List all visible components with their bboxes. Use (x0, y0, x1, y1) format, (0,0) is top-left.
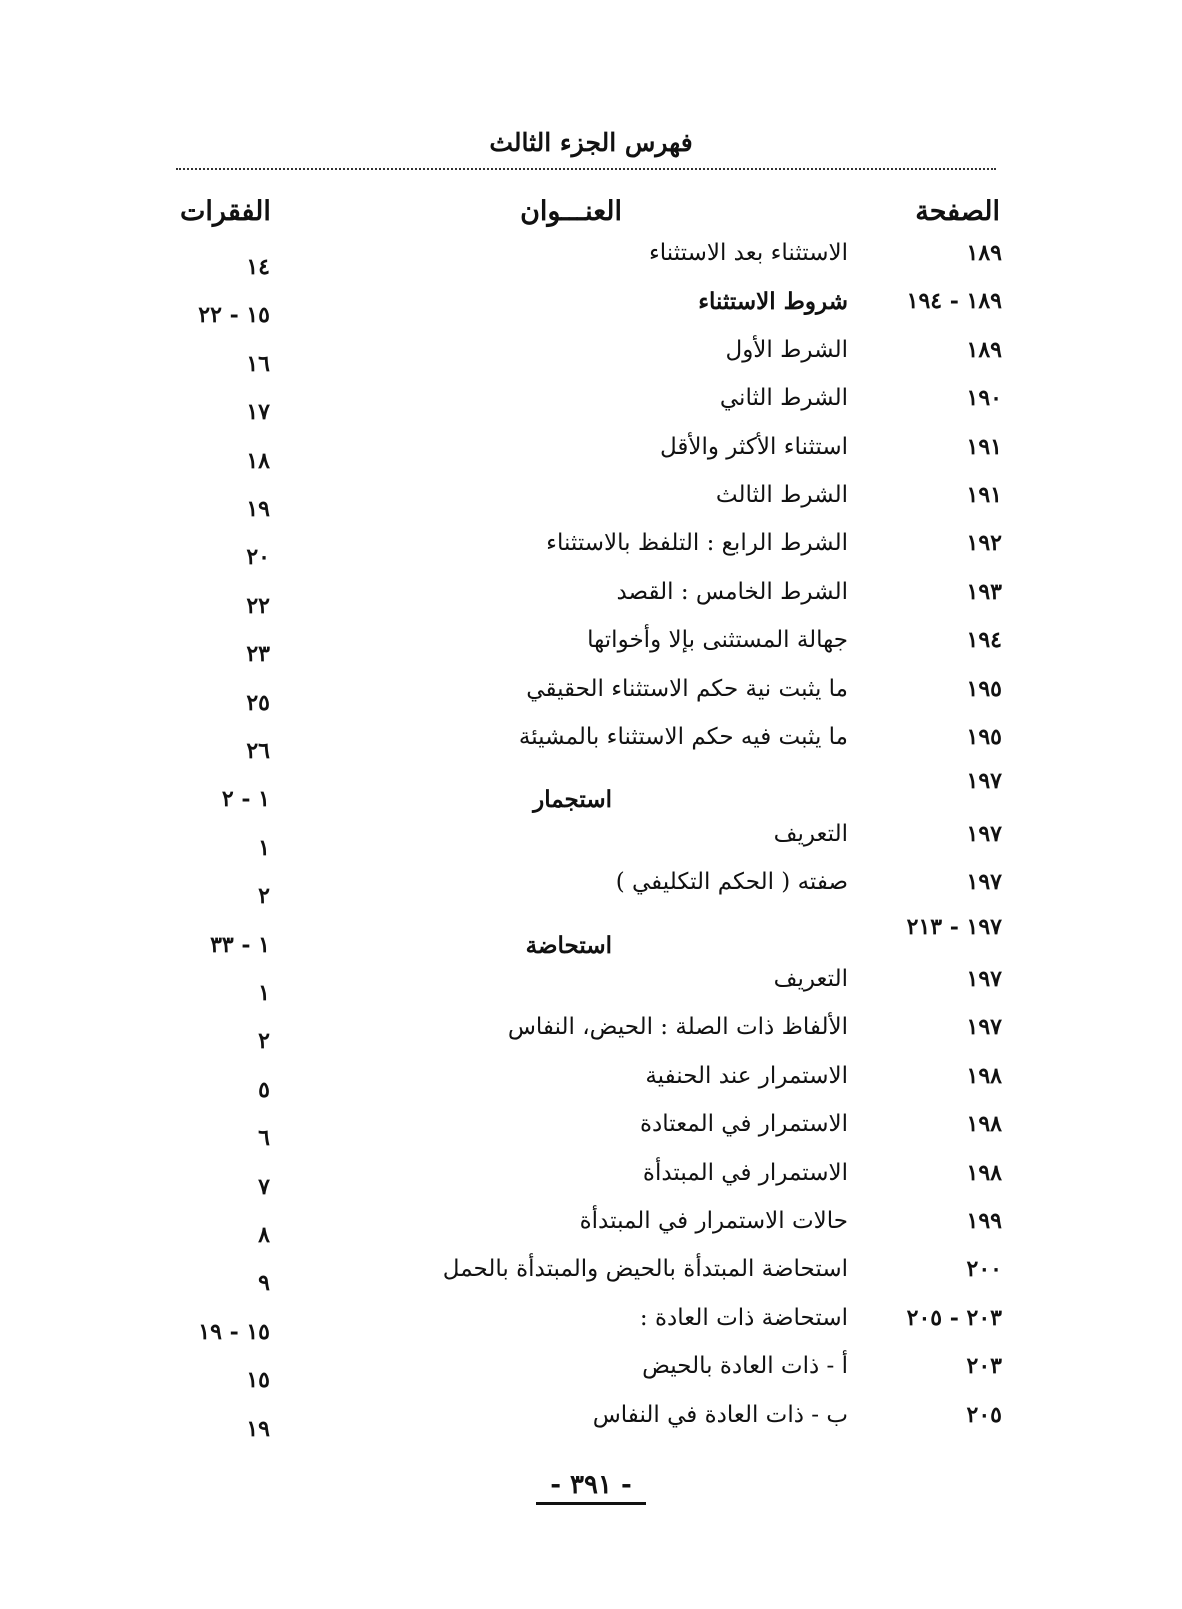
table-row (0, 768, 1182, 820)
row-page-number: ١٩٧ (966, 1014, 1002, 1041)
row-title: الاستمرار في المبتدأة (642, 1159, 848, 1186)
table-row (0, 913, 1182, 966)
row-page-number: ١٩٣ (966, 578, 1002, 605)
row-page-number: ١٩٧ (966, 869, 1002, 896)
row-page-number: ١٩١ (966, 482, 1002, 508)
row-title: أ - ذات العادة بالحيض (642, 1353, 848, 1380)
table-row (0, 676, 1182, 724)
row-title: ما يثبت فيه حكم الاستثناء بالمشيئة (518, 724, 848, 750)
row-page-number: ٢٠٥ (966, 1401, 1002, 1428)
row-title: التعريف (773, 966, 848, 992)
row-paragraphs: ٢ (258, 1028, 270, 1055)
row-page-number: ١٨٩ (966, 240, 1002, 266)
row-page-number: ١٩٤ (966, 627, 1002, 654)
page-number-footer (0, 1470, 1182, 1500)
row-title: الشرط الرابع : التلفظ بالاستثناء (546, 530, 848, 557)
table-row (0, 434, 1182, 482)
row-paragraphs: ١ - ٢ (221, 786, 270, 813)
row-title: الاستمرار عند الحنفية (645, 1062, 848, 1089)
column-header-title: العنـــوان (520, 196, 622, 227)
row-page-number: ١٩٥ (966, 724, 1002, 750)
header-divider (176, 168, 996, 170)
table-row (0, 1305, 1182, 1353)
row-page-number: ١٩٩ (966, 1208, 1002, 1234)
column-header-page: الصفحة (915, 196, 1000, 227)
row-page-number: ١٩١ (966, 433, 1002, 460)
row-paragraphs: ٨ (258, 1222, 270, 1248)
row-paragraphs: ١٥ - ٢٢ (198, 302, 270, 329)
row-paragraphs: ١ (258, 834, 270, 861)
table-row (0, 724, 1182, 772)
row-title: الاستثناء بعد الاستثناء (648, 240, 848, 266)
row-paragraphs: ١٨ (246, 447, 270, 474)
row-paragraphs: ٦ (258, 1125, 270, 1152)
row-paragraphs: ٢٠ (246, 544, 270, 571)
table-row (0, 869, 1182, 917)
row-title: جهالة المستثنى بإلا وأخواتها (587, 627, 848, 654)
row-paragraphs: ٢٥ (246, 689, 270, 716)
table-row (0, 337, 1182, 385)
row-paragraphs: ١٧ (246, 399, 270, 426)
table-row (0, 288, 1182, 336)
table-row (0, 530, 1182, 578)
row-paragraphs: ١ - ٣٣ (210, 931, 270, 958)
table-row (0, 482, 1182, 530)
row-paragraphs: ١٤ (246, 254, 270, 280)
row-title: استحاضة المبتدأة بالحيض والمبتدأة بالحمل (442, 1256, 848, 1283)
table-row (0, 1402, 1182, 1450)
row-title: الشرط الخامس : القصد (616, 578, 848, 605)
page-number: - ٣٩١ - (536, 1470, 646, 1505)
row-title: شروط الاستثناء (698, 288, 848, 316)
row-page-number: ١٩٧ - ٢١٣ (906, 913, 1002, 940)
row-title: حالات الاستمرار في المبتدأة (579, 1208, 848, 1234)
row-title: استجمار (533, 786, 612, 814)
row-page-number: ١٩٥ (966, 675, 1002, 702)
row-page-number: ١٨٩ (966, 336, 1002, 363)
row-page-number: ٢٠٠ (966, 1256, 1002, 1283)
row-title: الألفاظ ذات الصلة : الحيض، النفاس (507, 1014, 848, 1041)
row-paragraphs: ٧ (258, 1173, 270, 1200)
row-page-number: ١٩٠ (966, 385, 1002, 412)
row-page-number: ١٩٧ (966, 820, 1002, 847)
row-paragraphs: ٢٣ (246, 641, 270, 668)
row-title: ما يثبت نية حكم الاستثناء الحقيقي (526, 675, 848, 702)
row-paragraphs: ١٦ (246, 350, 270, 377)
row-page-number: ٢٠٣ - ٢٠٥ (906, 1304, 1002, 1331)
row-title: الاستمرار في المعتادة (639, 1111, 848, 1138)
row-title: صفته ( الحكم التكليفي ) (615, 869, 848, 896)
table-row (0, 1111, 1182, 1159)
row-title: استحاضة (525, 931, 612, 959)
table-row (0, 1208, 1182, 1256)
row-title: التعريف (773, 820, 848, 847)
page-title: فهرس الجزء الثالث (489, 128, 693, 157)
row-title: ب - ذات العادة في النفاس (592, 1401, 848, 1428)
row-title: الشرط الثالث (715, 482, 848, 508)
row-paragraphs: ١٥ (246, 1367, 270, 1394)
table-row (0, 1256, 1182, 1304)
table-row (0, 1353, 1182, 1401)
table-row (0, 1014, 1182, 1062)
row-page-number: ١٩٧ (966, 966, 1002, 992)
row-title: الشرط الثاني (719, 385, 848, 412)
column-header-paragraphs: الفقرات (180, 196, 271, 227)
table-row (0, 1063, 1182, 1111)
row-paragraphs: ١٩ (246, 496, 270, 522)
table-row (0, 966, 1182, 1014)
row-page-number: ١٩٨ (966, 1062, 1002, 1089)
row-title: الشرط الأول (725, 336, 848, 363)
row-page-number: ١٩٧ (966, 768, 1002, 795)
row-paragraphs: ٢٢ (246, 592, 270, 619)
row-page-number: ١٩٨ (966, 1111, 1002, 1138)
row-paragraphs: ١ (258, 980, 270, 1006)
row-paragraphs: ٢٦ (246, 738, 270, 764)
row-page-number: ١٨٩ - ١٩٤ (906, 288, 1002, 315)
row-paragraphs: ٩ (258, 1270, 270, 1297)
row-page-number: ١٩٢ (966, 530, 1002, 557)
row-page-number: ١٩٨ (966, 1159, 1002, 1186)
row-paragraphs: ١٥ - ١٩ (198, 1318, 270, 1345)
row-page-number: ٢٠٣ (966, 1353, 1002, 1380)
table-row (0, 579, 1182, 627)
table-row (0, 1160, 1182, 1208)
row-paragraphs: ٢ (258, 883, 270, 910)
row-paragraphs: ٥ (258, 1076, 270, 1103)
row-paragraphs: ١٩ (246, 1415, 270, 1442)
row-title: استحاضة ذات العادة : (639, 1304, 848, 1331)
table-row (0, 385, 1182, 433)
table-row (0, 240, 1182, 288)
table-row (0, 627, 1182, 675)
row-title: استثناء الأكثر والأقل (659, 433, 848, 460)
table-row (0, 821, 1182, 869)
